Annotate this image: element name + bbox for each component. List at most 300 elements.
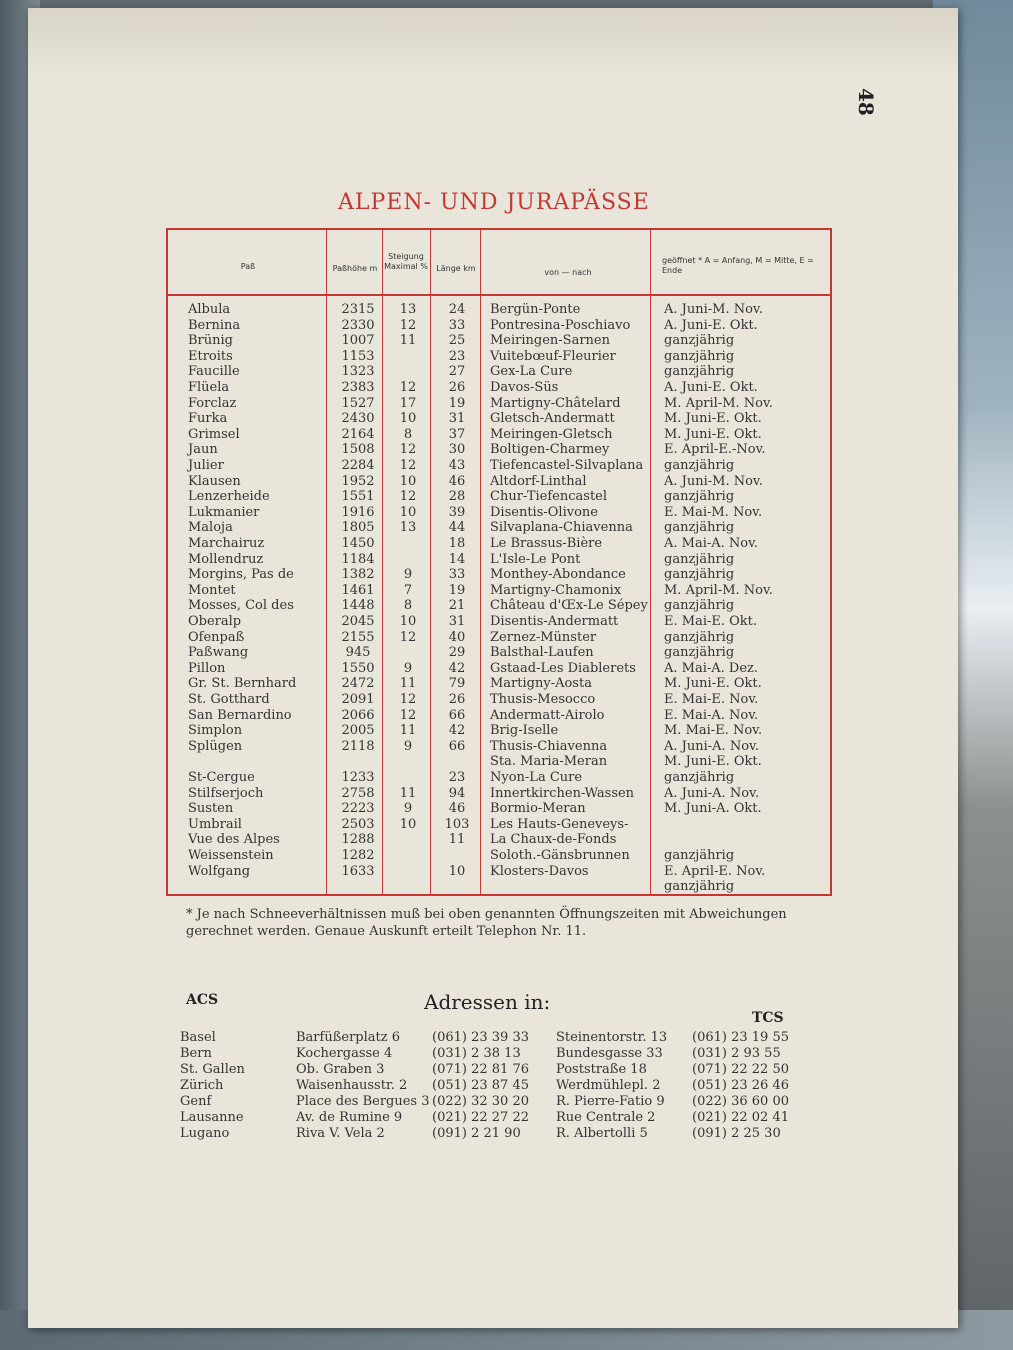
cell-laenge: 28 [448,489,466,505]
cell-route: L'Isle-Le Pont [490,551,581,567]
cell-open: M. Juni-E. Okt. [664,754,762,770]
address-tcs-phone: (061) 23 19 55 [692,1030,789,1045]
address-tcs-street: Rue Centrale 2 [556,1110,656,1125]
acs-label: ACS [186,992,219,1008]
address-row [0,1046,1013,1062]
cell-laenge: 25 [448,333,466,349]
cell-route: Thusis-Mesocco [490,692,596,707]
footnote: * Je nach Schneeverhältnissen muß bei oben genannten Öffnungszeiten mit Abweichungen gerechnet werden. Genaue Auskunft erteilt Telephon Nr. 11. [186,907,787,939]
cell-open: A. Juni-M. Nov. [664,473,763,489]
cell-hoehe: 1153 [341,348,375,364]
cell-open: M. April-M. Nov. [664,395,773,411]
cell-pass: Morgins, Pas de [188,567,294,583]
table-row [168,583,834,599]
cell-steigung: 11 [399,676,417,692]
table-row [168,723,834,739]
cell-pass: Paßwang [188,645,249,661]
cell-pass: Ofenpaß [188,629,245,645]
table-row [168,505,834,521]
cell-laenge: 33 [448,567,466,583]
cell-route: Bergün-Ponte [490,302,581,317]
cell-route: Monthey-Abondance [490,567,626,583]
cell-pass: Etroits [188,348,233,364]
cell-steigung: 12 [399,442,417,458]
cell-steigung: 9 [403,567,413,583]
address-tcs-phone: (031) 2 93 55 [692,1046,781,1061]
cell-hoehe: 2164 [341,426,375,442]
table-row [168,333,834,349]
cell-open: A. Mai-A. Nov. [664,536,759,551]
cell-route: Gletsch-Andermatt [490,411,615,427]
cell-steigung: 9 [403,738,413,754]
cell-pass: Gr. St. Bernhard [188,676,297,692]
cell-hoehe: 1508 [341,442,375,458]
table-row [168,520,834,536]
table-row [168,832,834,848]
cell-laenge: 44 [448,520,466,536]
table-row [168,458,834,474]
cell-laenge: 46 [448,473,466,489]
cell-laenge: 10 [448,863,466,879]
address-acs-street: Kochergasse 4 [296,1046,393,1061]
cell-open: A. Mai-A. Dez. [664,660,759,676]
table-row [168,879,834,895]
address-row [0,1030,1013,1046]
cell-open: ganzjährig [664,348,735,364]
table-row [168,817,834,833]
page-edge [28,8,958,78]
cell-laenge: 39 [448,504,466,520]
cell-hoehe: 1805 [341,520,375,536]
header-hoehe: Paßhöhe m [332,264,378,273]
cell-hoehe: 2223 [341,801,375,817]
address-acs-phone: (022) 32 30 20 [432,1094,529,1109]
cell-hoehe: 1527 [341,395,375,411]
cell-laenge: 23 [448,770,466,785]
cell-route: Meiringen-Gletsch [490,426,613,442]
table-row [168,380,834,396]
cell-hoehe: 2284 [341,458,375,473]
cell-pass: Furka [188,411,228,427]
cell-steigung: 13 [399,302,417,317]
header-laenge: Länge km [436,264,476,273]
cell-open: ganzjährig [664,489,735,505]
cell-open: ganzjährig [664,770,735,785]
table-row [168,708,834,724]
address-row [0,1110,1013,1126]
cell-laenge: 26 [448,692,466,707]
table-row [168,598,834,614]
cell-laenge: 21 [448,598,466,614]
address-row [0,1126,1013,1142]
address-city: Lugano [180,1126,230,1141]
cell-pass: Lenzerheide [188,489,270,505]
cell-steigung: 12 [399,458,417,473]
cell-laenge: 23 [448,348,466,364]
cell-hoehe: 1288 [341,832,375,848]
cell-laenge: 42 [448,723,466,739]
cell-open: E. Mai-E. Okt. [664,614,758,629]
cell-laenge: 31 [448,411,466,427]
cell-laenge: 27 [448,364,466,380]
cell-pass: Albula [188,302,231,317]
cell-pass: Montet [188,582,236,598]
cell-route: Zernez-Münster [490,629,597,645]
cell-hoehe: 1461 [341,582,375,598]
table-row [168,474,834,490]
table-row [168,567,834,583]
cell-open: E. April-E.-Nov. [664,442,766,458]
table-row [168,676,834,692]
cell-open: E. Mai-M. Nov. [664,504,763,520]
cell-pass: Flüela [188,380,230,395]
address-tcs-phone: (021) 22 02 41 [692,1110,789,1125]
cell-open: A. Juni-E. Okt. [664,317,758,333]
address-tcs-street: Poststraße 18 [556,1062,647,1077]
cell-hoehe: 2118 [341,738,375,754]
address-city: Bern [180,1046,212,1061]
cell-pass: Brünig [188,333,233,349]
address-acs-phone: (031) 2 38 13 [432,1046,521,1061]
cell-steigung: 12 [399,380,417,395]
cell-laenge: 30 [448,442,466,458]
cell-laenge: 29 [448,645,466,661]
table-row [168,552,834,568]
cell-steigung: 13 [399,520,417,536]
cell-route: Pontresina-Poschiavo [490,317,631,333]
address-city: Genf [180,1094,212,1109]
cell-hoehe: 2430 [341,411,375,427]
address-tcs-phone: (051) 23 26 46 [692,1078,789,1093]
table-row [168,318,834,334]
cell-pass: Weissenstein [188,848,274,863]
page-number: 48 [854,88,878,116]
address-acs-street: Ob. Graben 3 [296,1062,385,1077]
address-acs-phone: (021) 22 27 22 [432,1110,529,1125]
cell-route: Château d'Œx-Le Sépey [490,598,648,614]
address-row [0,1062,1013,1078]
address-acs-street: Place des Bergues 3 [296,1094,430,1109]
cell-hoehe: 1184 [341,551,375,567]
table-row [168,489,834,505]
cell-steigung: 10 [399,411,417,427]
cell-route: Gstaad-Les Diablerets [490,660,636,676]
cell-pass: Marchairuz [188,536,265,551]
cell-pass: Klausen [188,473,241,489]
cell-hoehe: 2005 [341,723,375,739]
address-row [0,1078,1013,1094]
cell-pass: St-Cergue [188,770,255,785]
cell-hoehe: 2155 [341,629,375,645]
pass-table [166,228,832,896]
address-acs-street: Av. de Rumine 9 [296,1110,403,1125]
cell-hoehe: 1450 [341,536,375,551]
cell-steigung: 11 [399,723,417,739]
address-tcs-phone: (022) 36 60 00 [692,1094,789,1109]
cell-route: Chur-Tiefencastel [490,489,608,505]
header-route: von — nach [544,268,592,277]
cell-open: E. April-E. Nov. [664,863,766,879]
cell-steigung: 8 [403,598,413,614]
cell-hoehe: 945 [345,645,371,661]
table-row [168,645,834,661]
cell-laenge: 43 [448,458,466,473]
header-open: geöffnet * A = Anfang, M = Mitte, E = Ende [662,256,814,275]
table-row [168,692,834,708]
cell-route: Le Brassus-Bière [490,536,603,551]
cell-route: Disentis-Olivone [490,504,598,520]
table-row [168,302,834,318]
cell-route: Andermatt-Airolo [490,707,605,723]
cell-route: Martigny-Aosta [490,676,592,692]
cell-hoehe: 1382 [341,567,375,583]
cell-laenge: 66 [448,707,466,723]
cell-pass: Lukmanier [188,504,260,520]
cell-open: M. April-M. Nov. [664,582,773,598]
cell-hoehe: 2758 [341,785,375,801]
cell-steigung: 12 [399,629,417,645]
cell-steigung: 12 [399,317,417,333]
table-row [168,427,834,443]
cell-pass: San Bernardino [188,707,292,723]
cell-open: M. Juni-E. Okt. [664,411,762,427]
cell-steigung: 11 [399,785,417,801]
cell-open: A. Juni-A. Nov. [664,738,759,754]
cell-steigung: 9 [403,801,413,817]
cell-hoehe: 1233 [341,770,375,785]
header-pass: Paß [240,262,256,271]
cell-laenge: 19 [448,395,466,411]
cell-open: E. Mai-A. Nov. [664,707,759,723]
cell-pass: Splügen [188,738,243,754]
cell-laenge: 33 [448,317,466,333]
cell-open: ganzjährig [664,848,735,863]
cell-route: Martigny-Châtelard [490,395,621,411]
cell-pass: Stilfserjoch [188,785,264,801]
cell-laenge: 19 [448,582,466,598]
cell-open: ganzjährig [664,333,735,349]
cell-steigung: 8 [403,426,413,442]
cell-route: Gex-La Cure [490,364,573,380]
cell-route: Klosters-Davos [490,863,589,879]
cell-route: Silvaplana-Chiavenna [490,520,633,536]
address-city: Basel [180,1030,216,1045]
cell-steigung: 7 [403,582,413,598]
cell-laenge: 40 [448,629,466,645]
address-acs-phone: (091) 2 21 90 [432,1126,521,1141]
cell-pass: Bernina [188,317,241,333]
table-row [168,536,834,552]
cell-open: ganzjährig [664,629,735,645]
table-row [168,614,834,630]
address-tcs-street: Steinentorstr. 13 [556,1030,668,1045]
table-row [168,364,834,380]
table-row [168,630,834,646]
table-row [168,786,834,802]
cell-open: ganzjährig [664,364,735,380]
cell-open: A. Juni-A. Nov. [664,785,759,801]
cell-route: Meiringen-Sarnen [490,333,610,349]
cell-open: A. Juni-M. Nov. [664,302,763,317]
address-tcs-phone: (091) 2 25 30 [692,1126,781,1141]
cell-open: E. Mai-E. Nov. [664,692,759,707]
cell-hoehe: 1323 [341,364,375,380]
cell-route: Innertkirchen-Wassen [490,785,635,801]
cell-route: Nyon-La Cure [490,770,583,785]
table-row [168,770,834,786]
cell-open: ganzjährig [664,520,735,536]
cell-open: M. Juni-E. Okt. [664,676,762,692]
cell-route: Boltigen-Charmey [490,442,610,458]
tcs-label: TCS [752,1010,784,1026]
cell-laenge: 11 [448,832,466,848]
cell-open: M. Juni-A. Okt. [664,801,762,817]
cell-route: Soloth.-Gänsbrunnen [490,848,630,863]
cell-route: Bormio-Meran [490,801,586,817]
table-row [168,754,834,770]
cell-open: M. Juni-E. Okt. [664,426,762,442]
cell-hoehe: 1952 [341,473,375,489]
cell-pass: Susten [188,801,234,817]
cell-pass: Oberalp [188,614,242,629]
cell-pass: Wolfgang [188,863,251,879]
cell-hoehe: 2330 [341,317,375,333]
cell-hoehe: 2045 [341,614,375,629]
cell-pass: Julier [188,458,224,473]
table-row [168,739,834,755]
cell-pass: Forclaz [188,395,237,411]
address-city: St. Gallen [180,1062,245,1077]
address-tcs-street: R. Pierre-Fatio 9 [556,1094,665,1109]
cell-laenge: 14 [448,551,466,567]
cell-laenge: 94 [448,785,466,801]
cell-hoehe: 1448 [341,598,375,614]
cell-hoehe: 1633 [341,863,375,879]
address-acs-street: Waisenhausstr. 2 [296,1078,408,1093]
cell-pass: Mollendruz [188,551,264,567]
cell-route: Disentis-Andermatt [490,614,619,629]
table-row [168,864,834,880]
cell-steigung: 9 [403,660,413,676]
address-acs-phone: (061) 23 39 33 [432,1030,529,1045]
address-city: Zürich [180,1078,224,1093]
cell-route: Tiefencastel-Silvaplana [490,458,644,473]
cell-route: Davos-Süs [490,380,559,395]
header-divider [168,294,830,296]
cell-steigung: 17 [399,395,417,411]
address-tcs-street: Bundesgasse 33 [556,1046,663,1061]
cell-open: ganzjährig [664,645,735,661]
cell-hoehe: 2383 [341,380,375,395]
page-title: ALPEN- UND JURAPÄSSE [338,190,650,215]
cell-open: ganzjährig [664,879,735,895]
cell-route: Brig-Iselle [490,723,559,739]
cell-hoehe: 1007 [341,333,375,349]
cell-steigung: 12 [399,489,417,505]
address-row [0,1094,1013,1110]
cell-laenge: 26 [448,380,466,395]
cell-open: M. Mai-E. Nov. [664,723,763,739]
cell-hoehe: 1551 [341,489,375,505]
cell-pass: Simplon [188,723,243,739]
cell-laenge: 79 [448,676,466,692]
address-tcs-phone: (071) 22 22 50 [692,1062,789,1077]
cell-laenge: 31 [448,614,466,629]
cell-hoehe: 2066 [341,707,375,723]
address-acs-street: Riva V. Vela 2 [296,1126,385,1141]
table-row [168,349,834,365]
cell-route: La Chaux-de-Fonds [490,832,617,848]
cell-steigung: 11 [399,333,417,349]
table-row [168,661,834,677]
address-acs-phone: (051) 23 87 45 [432,1078,529,1093]
table-row [168,442,834,458]
cell-route: Les Hauts-Geneveys- [490,816,629,832]
cell-route: Balsthal-Laufen [490,645,594,661]
address-tcs-street: R. Albertolli 5 [556,1126,648,1141]
cell-hoehe: 1550 [341,660,375,676]
cell-hoehe: 2091 [341,692,375,707]
cell-hoehe: 2472 [341,676,375,692]
table-row [168,801,834,817]
cell-steigung: 10 [399,504,417,520]
cell-route: Altdorf-Linthal [490,473,587,489]
cell-laenge: 66 [448,738,466,754]
cell-laenge: 42 [448,660,466,676]
cell-laenge: 103 [444,816,470,832]
cell-open: ganzjährig [664,567,735,583]
cell-route: Martigny-Chamonix [490,582,622,598]
cell-route: Thusis-Chiavenna [490,738,608,754]
cell-hoehe: 2315 [341,302,375,317]
cell-steigung: 12 [399,707,417,723]
cell-pass: Faucille [188,364,240,380]
address-acs-street: Barfüßerplatz 6 [296,1030,400,1045]
cell-laenge: 46 [448,801,466,817]
cell-open: ganzjährig [664,551,735,567]
cell-laenge: 24 [448,302,466,317]
cell-steigung: 10 [399,614,417,629]
cell-pass: Grimsel [188,426,240,442]
cell-laenge: 37 [448,426,466,442]
cell-pass: Vue des Alpes [188,832,280,848]
cell-hoehe: 2503 [341,816,375,832]
table-row [168,411,834,427]
cell-pass: St. Gotthard [188,692,270,707]
address-acs-phone: (071) 22 81 76 [432,1062,529,1077]
address-city: Lausanne [180,1110,244,1125]
cell-pass: Jaun [188,442,218,458]
cell-open: ganzjährig [664,598,735,614]
cell-laenge: 18 [448,536,466,551]
cell-open: A. Juni-E. Okt. [664,380,758,395]
addresses-title: Adressen in: [424,990,551,1014]
cell-hoehe: 1916 [341,504,375,520]
address-tcs-street: Werdmühlepl. 2 [556,1078,661,1093]
cell-pass: Umbrail [188,816,242,832]
cell-steigung: 10 [399,473,417,489]
cell-steigung: 12 [399,692,417,707]
cell-steigung: 10 [399,816,417,832]
cell-route: Vuitebœuf-Fleurier [490,348,616,364]
table-row [168,848,834,864]
table-row [168,396,834,412]
cell-route: Sta. Maria-Meran [490,754,608,770]
cell-pass: Mosses, Col des [188,598,294,614]
cell-pass: Pillon [188,660,226,676]
cell-open: ganzjährig [664,458,735,473]
cell-pass: Maloja [188,520,233,536]
